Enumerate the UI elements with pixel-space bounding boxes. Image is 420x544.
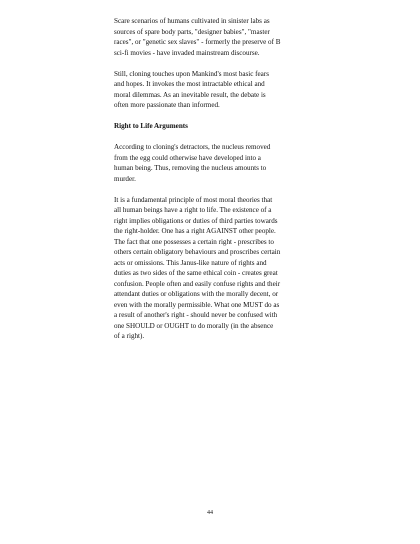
text-line: often more passionate than informed. (114, 101, 220, 109)
section-heading: Right to Life Arguments (114, 122, 188, 130)
text-line: moral dilemmas. As an inevitable result, the debate is (114, 90, 266, 99)
paragraph-scare-scenarios (114, 16, 314, 58)
text-line: a result of another's right - should never be confused with (114, 311, 278, 319)
text-line: the right-holder. One has a right AGAINST other people. (114, 227, 276, 235)
text-line: acts or omissions. This Janus-like nature of rights and (114, 258, 267, 267)
text-line: confusion. People often and easily confuse rights and their (114, 279, 281, 288)
text-line: and hopes. It invokes the most intractable ethical and (114, 80, 265, 88)
text-line: It is a fundamental principle of most moral theories that (114, 195, 273, 204)
text-line: According to cloning's detractors, the nucleus removed (114, 143, 271, 151)
text-line: The fact that one possesses a certain right - prescribes to (114, 237, 274, 246)
paragraph-moral-theories (114, 195, 314, 342)
text-line: duties as two sides of the same ethical coin - creates great (114, 269, 278, 277)
text-line: from the egg could otherwise have developed into a (114, 153, 261, 162)
text-line: one SHOULD or OUGHT to do morally (in the absence (114, 321, 274, 330)
text-line: Scare scenarios of humans cultivated in sinister labs as (114, 17, 270, 25)
text-line: human being. Thus, removing the nucleus amounts to (114, 164, 267, 172)
text-line: of a right). (114, 332, 145, 340)
text-line: sci-fi movies - have invaded mainstream discourse. (114, 48, 260, 57)
text-line: sources of spare body parts, "designer babies", "master (114, 27, 270, 36)
text-line: all human beings have a right to life. The existence of a (114, 206, 272, 214)
text-line: races", or "genetic sex slaves" - formerly the preserve of B (114, 38, 281, 46)
text-line: Still, cloning touches upon Mankind's most basic fears (114, 69, 269, 78)
text-line: right implies obligations or duties of third parties towards (114, 216, 278, 225)
paragraph-basic-fears (114, 69, 314, 111)
text-line: others certain obligatory behaviours and proscribes certain (114, 248, 281, 256)
paragraph-detractors (114, 142, 314, 184)
body-text (114, 16, 314, 352)
page-number: 44 (207, 510, 213, 516)
text-line: attendant duties or obligations with the morally decent, or (114, 290, 279, 298)
text-line: even with the morally permissible. What one MUST do as (114, 300, 280, 309)
text-line: murder. (114, 174, 136, 183)
